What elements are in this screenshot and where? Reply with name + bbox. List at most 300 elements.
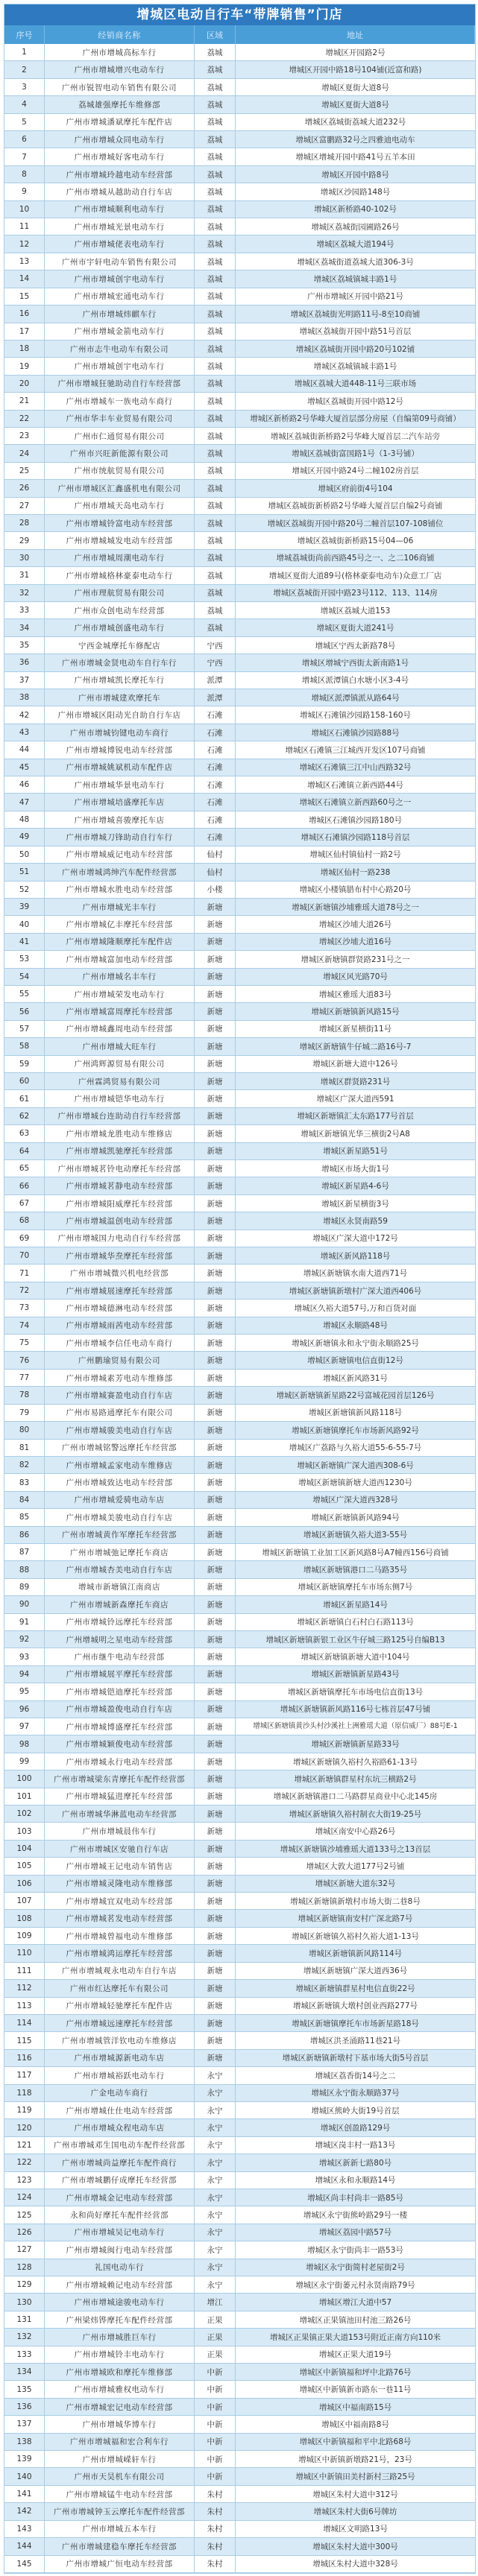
area: 新塘 — [195, 1509, 236, 1525]
row-index: 55 — [4, 986, 45, 1002]
table-row — [4, 741, 475, 759]
table-row — [4, 270, 475, 288]
table-row — [4, 1282, 475, 1300]
table-row — [4, 2119, 475, 2136]
address: 增城区新塘镇久裕村制衣大街19-25号 — [289, 1809, 422, 1819]
table-row — [4, 1160, 475, 1177]
address: 增城区新塘镇久裕大道3-55号 — [303, 1531, 408, 1540]
dealer-name: 广州市增城狂驰助动自行车经营部 — [45, 376, 195, 392]
dealer-name: 广州市增城区汇鑫盛机电有限公司 — [45, 480, 195, 496]
table-row — [4, 2416, 475, 2433]
table-row — [4, 235, 475, 253]
area: 仙村 — [195, 864, 236, 880]
address: 增城区石滩镇沙园路158-160号 — [300, 711, 411, 721]
row-index: 40 — [4, 916, 45, 932]
dealer-name: 广州市增城隆顺摩托车配件店 — [45, 934, 195, 950]
row-index: 67 — [4, 1195, 45, 1212]
dealer-name: 广州市增城顺利电动车行 — [45, 201, 195, 218]
row-index: 27 — [4, 498, 45, 514]
address: 增城区新塘镇新墩村市场大街二巷8号 — [290, 1896, 421, 1906]
table-row — [4, 2067, 475, 2084]
area: 新塘 — [195, 2032, 236, 2048]
address: 增城区洪圣涌路11巷21号 — [309, 2037, 401, 2046]
dealer-name: 广州市增城灵隆电动车维修部 — [45, 1876, 195, 1892]
dealer-name: 广州市增城富加电动车经营部 — [45, 951, 195, 967]
area: 石滩 — [195, 829, 236, 845]
row-index: 130 — [4, 2294, 45, 2310]
table-row — [4, 2189, 475, 2206]
area: 新塘 — [195, 1090, 236, 1107]
address: 增城区新塘镇摩托车市场新星路18号 — [292, 2019, 419, 2028]
table-row — [4, 1579, 475, 1596]
area: 永宁 — [195, 2224, 236, 2241]
row-index: 98 — [4, 1735, 45, 1752]
area: 新塘 — [195, 1910, 236, 1926]
address: 增城区新塘镇南安村广深北路7号 — [298, 1914, 413, 1924]
row-index: 1 — [4, 44, 45, 60]
dealer-name: 广州市增城途骏电动车行 — [45, 2294, 195, 2310]
area: 荔城 — [195, 201, 236, 218]
dealer-name: 广州市增城盈俊电动自行车店 — [45, 1701, 195, 1718]
table-row — [4, 1195, 475, 1212]
table-row — [4, 61, 475, 78]
address: 增城区尚丰村尚丰一路85号 — [307, 2193, 403, 2203]
address: 增城区广深大道中172号 — [312, 1234, 398, 1244]
area: 新塘 — [195, 899, 236, 915]
dealer-name: 广州市宇轩电动车销售有限公司 — [45, 253, 195, 270]
column-header-area: 区域 — [195, 25, 236, 44]
row-index: 50 — [4, 846, 45, 863]
table-row — [4, 899, 475, 916]
dealer-name: 广州市统航贸易有限公司 — [45, 463, 195, 479]
dealer-name: 广州市增城华淋蓝电动车经营部 — [45, 1806, 195, 1822]
area: 新塘 — [195, 1387, 236, 1403]
dealer-name: 广州市增城区安驰自行车店 — [45, 1841, 195, 1857]
area: 荔城 — [195, 619, 236, 636]
dealer-name: 广州市增城华焘摩托车经营部 — [45, 1247, 195, 1264]
address: 增城区新塘镇新墩村广深大道西406号 — [289, 1286, 422, 1296]
area: 新塘 — [195, 1683, 236, 1700]
dealer-name: 广州市增城尚益摩托车配件商行 — [45, 2154, 195, 2171]
address: 增城区中新镇新墩路21号，23号 — [298, 2455, 412, 2464]
dealer-name: 广州市增城好客电动车行 — [45, 148, 195, 165]
row-index: 122 — [4, 2154, 45, 2171]
area: 新塘 — [195, 1858, 236, 1874]
area: 荔城 — [195, 61, 236, 77]
row-index: 81 — [4, 1440, 45, 1456]
row-index: 123 — [4, 2172, 45, 2189]
dealer-name: 广州市增城远速摩托车经营部 — [45, 2015, 195, 2031]
area: 新塘 — [195, 1631, 236, 1648]
row-index: 126 — [4, 2224, 45, 2241]
dealer-name: 广州市增城福和宏合利车行 — [45, 2434, 195, 2450]
area: 新塘 — [195, 1735, 236, 1752]
area: 新塘 — [195, 1544, 236, 1560]
row-index: 140 — [4, 2468, 45, 2484]
dealer-name: 广州市增城铭警远摩托车经营部 — [45, 1440, 195, 1456]
table-row — [4, 2032, 475, 2049]
area: 永宁 — [195, 2154, 236, 2171]
row-index: 11 — [4, 218, 45, 235]
table-row — [4, 376, 475, 393]
table-body — [4, 44, 475, 2573]
area: 永宁 — [195, 2067, 236, 2083]
row-index: 144 — [4, 2538, 45, 2554]
area: 石滩 — [195, 706, 236, 723]
area: 新塘 — [195, 916, 236, 932]
dealer-name: 广州市增城刀锋助动自行车行 — [45, 829, 195, 845]
area: 石滩 — [195, 776, 236, 793]
address: 增城区新星横街11号 — [318, 1025, 392, 1034]
area: 新塘 — [195, 951, 236, 967]
row-index: 13 — [4, 253, 45, 270]
row-index: 108 — [4, 1910, 45, 1926]
table-row — [4, 1352, 475, 1369]
row-index: 54 — [4, 969, 45, 985]
row-index: 46 — [4, 776, 45, 793]
dealer-name: 广州市增城钧键电动车商行 — [45, 724, 195, 741]
table-row — [4, 1683, 475, 1700]
row-index: 41 — [4, 934, 45, 950]
row-index: 116 — [4, 2050, 45, 2066]
address: 增城区荔香街14号之二 — [315, 2071, 396, 2080]
row-index: 59 — [4, 1056, 45, 1072]
row-index: 102 — [4, 1806, 45, 1822]
dealer-table — [4, 4, 476, 2574]
dealer-name: 广州市增城曾福电动车维修部 — [45, 1928, 195, 1944]
area: 新塘 — [195, 1177, 236, 1194]
dealer-name: 广州市增城雅权电动车行 — [45, 2381, 195, 2397]
table-row — [4, 2346, 475, 2364]
area: 荔城 — [195, 96, 236, 113]
area: 新塘 — [195, 1701, 236, 1718]
dealer-name: 广州市增城王记电动车销售店 — [45, 1858, 195, 1874]
dealer-name: 广州市增城永行电动车经营部 — [45, 1753, 195, 1770]
table-row — [4, 201, 475, 218]
address: 增城区小楼镇腊布村中心路20号 — [299, 885, 412, 895]
address: 增城区正果镇正果大道153号附近正南方向110米 — [269, 2332, 441, 2342]
address: 增城区新塘镇水南大道西71号 — [303, 1269, 408, 1279]
row-index: 88 — [4, 1561, 45, 1577]
dealer-name: 广州市增城区阳动光自助自行车店 — [45, 706, 195, 723]
area: 新塘 — [195, 1125, 236, 1142]
row-index: 94 — [4, 1666, 45, 1683]
area: 中新 — [195, 2468, 236, 2484]
area: 荔城 — [195, 166, 236, 183]
row-index: 25 — [4, 463, 45, 479]
row-index: 90 — [4, 1596, 45, 1613]
address: 增城区新塘镇群贤路231号之一 — [301, 955, 410, 964]
address: 增城区新新七路80号 — [318, 2158, 392, 2168]
area: 新塘 — [195, 1230, 236, 1247]
area: 新塘 — [195, 1282, 236, 1299]
row-index: 7 — [4, 148, 45, 165]
area: 永宁 — [195, 2085, 236, 2101]
row-index: 21 — [4, 393, 45, 409]
dealer-name: 广州市增城铃富电动车经营部 — [45, 515, 195, 531]
area: 荔城 — [195, 183, 236, 200]
address: 增城区新塘镇久裕村久裕路61-13号 — [292, 1757, 418, 1767]
table-row — [4, 724, 475, 741]
row-index: 68 — [4, 1212, 45, 1229]
address: 增城区新塘镇新风路94号 — [311, 1513, 400, 1522]
dealer-name: 广州市增城天岛电动车行 — [45, 498, 195, 514]
area: 新塘 — [195, 1579, 236, 1595]
address: 增城区新星路4-6号 — [321, 1182, 389, 1192]
dealer-name: 广州市增城玲越电动车经营部 — [45, 166, 195, 183]
address: 增城区增城开园中路41号五羊本田 — [295, 153, 415, 162]
row-index: 125 — [4, 2206, 45, 2223]
dealer-name: 广州市增城台连助动自行车经营部 — [45, 1108, 195, 1124]
dealer-name: 广州市兴旺新能源有限公司 — [45, 445, 195, 461]
row-index: 45 — [4, 759, 45, 776]
area: 永宁 — [195, 2241, 236, 2258]
table-row — [4, 1998, 475, 2015]
row-index: 24 — [4, 445, 45, 461]
table-row — [4, 253, 475, 270]
address: 增城区岗丰村一路13号 — [315, 2141, 396, 2151]
dealer-name: 广州市志牛电动车有限公司 — [45, 341, 195, 357]
row-index: 74 — [4, 1317, 45, 1334]
dealer-name: 广州市增城茗静电动车经营部 — [45, 1177, 195, 1194]
address: 增城区新塘镇大墩村创业西路277号 — [292, 2001, 418, 2011]
area: 永宁 — [195, 2276, 236, 2293]
row-index: 34 — [4, 619, 45, 636]
table-row — [4, 2468, 475, 2485]
dealer-name: 广州市增城光景电动车行 — [45, 218, 195, 235]
area: 朱村 — [195, 2538, 236, 2554]
address: 增城区新塘镇汇太东路177号首层 — [297, 1112, 414, 1121]
address: 增城区中新镇福和坪中北路76号 — [299, 2367, 412, 2377]
dealer-name: 广州市增城富周摩托车经营部 — [45, 1003, 195, 1019]
dealer-name: 广州市增城车一族电动车商行 — [45, 393, 195, 409]
dealer-name: 广州市增城杏美电动自行车店 — [45, 1561, 195, 1577]
address: 增城区荔城大道153 — [320, 606, 391, 615]
address: 增城区新塘镇永和永宁街永顺路25号 — [292, 1338, 419, 1348]
address: 增城区荔城街新桥路15号04—06 — [297, 537, 414, 546]
address: 增城区新塘镇工业加工区新风路8号A7幢西156号商铺 — [262, 1548, 449, 1557]
address: 增城区石滩镇三江中山西路32号 — [299, 763, 412, 773]
table-row — [4, 829, 475, 846]
row-index: 135 — [4, 2381, 45, 2397]
area: 荔城 — [195, 114, 236, 130]
area: 荔城 — [195, 480, 236, 496]
table-row — [4, 1177, 475, 1194]
dealer-name: 广州市增城众同电动车行 — [45, 131, 195, 148]
row-index: 8 — [4, 166, 45, 183]
area: 新塘 — [195, 1788, 236, 1805]
address: 增城区新塘镇摩托车市场东侧7号 — [298, 1583, 413, 1592]
area: 永宁 — [195, 2172, 236, 2189]
area: 新塘 — [195, 1056, 236, 1072]
row-index: 119 — [4, 2102, 45, 2118]
address: 增城区荔城街园圃路26号 — [311, 222, 400, 232]
dealer-name: 广州市众创电动车经营部 — [45, 602, 195, 618]
area: 朱村 — [195, 2556, 236, 2572]
table-row — [4, 411, 475, 428]
row-index: 39 — [4, 899, 45, 915]
dealer-name: 广州市增城微兴机电经营部 — [45, 1265, 195, 1281]
dealer-name: 广州市理航贸易有限公司 — [45, 585, 195, 601]
table-row — [4, 166, 475, 183]
area: 中新 — [195, 2416, 236, 2432]
table-row — [4, 637, 475, 654]
area: 新塘 — [195, 1614, 236, 1630]
dealer-name: 广州市易路通摩托车有限公司 — [45, 1405, 195, 1421]
row-index: 92 — [4, 1631, 45, 1648]
area: 荔城 — [195, 148, 236, 165]
table-row — [4, 1753, 475, 1770]
table-row — [4, 2015, 475, 2032]
address: 增城区新塘镇新塘大道西1230号 — [298, 1478, 412, 1488]
table-row — [4, 1125, 475, 1142]
table-row — [4, 951, 475, 968]
row-index: 32 — [4, 585, 45, 601]
address: 增城区夏街大道8号 — [321, 100, 389, 110]
row-index: 107 — [4, 1893, 45, 1909]
row-index: 115 — [4, 2032, 45, 2048]
table-row — [4, 689, 475, 706]
row-index: 129 — [4, 2276, 45, 2293]
address: 增城区荔城街开园中路12号 — [307, 396, 403, 406]
dealer-name: 广州市增城猛进摩托车经营部 — [45, 1788, 195, 1805]
dealer-name: 广州市增城梁东青摩托车配件经营部 — [45, 1770, 195, 1787]
area: 新塘 — [195, 1945, 236, 1961]
area: 新塘 — [195, 1806, 236, 1822]
table-row — [4, 2311, 475, 2329]
table-row — [4, 1509, 475, 1526]
area: 永宁 — [195, 2137, 236, 2153]
dealer-name: 广州市增城金记电动车经营部 — [45, 2189, 195, 2206]
area: 石滩 — [195, 794, 236, 810]
address: 增城区永宁街永顺路37号 — [311, 2089, 400, 2098]
table-row — [4, 1806, 475, 1823]
row-index: 106 — [4, 1876, 45, 1892]
dealer-name: 广州市增城黄作军摩托车经营部 — [45, 1527, 195, 1543]
row-index: 36 — [4, 654, 45, 671]
row-index: 43 — [4, 724, 45, 741]
dealer-name: 广州市华丰车业贸易有限公司 — [45, 411, 195, 427]
table-row — [4, 672, 475, 689]
area: 宁西 — [195, 637, 236, 654]
address: 增城区荔城大道194号 — [316, 240, 394, 250]
address: 增城区新塘镇光华三横街2号A8 — [301, 1129, 410, 1139]
table-row — [4, 1823, 475, 1840]
address: 增城区沙埔大道26号 — [318, 920, 392, 930]
row-index: 62 — [4, 1108, 45, 1124]
address: 增城区荔城街开园中路20号二幢首层107-108铺位 — [267, 519, 444, 528]
area: 新塘 — [195, 969, 236, 985]
table-title: 增城区电动自行车“带牌销售”门店 — [4, 4, 475, 25]
address: 增城区新塘镇新风路116号七栋首层47号铺 — [280, 1705, 431, 1715]
area: 正果 — [195, 2329, 236, 2345]
table-row — [4, 2538, 475, 2555]
dealer-name: 广州市增城大旺车行 — [45, 1038, 195, 1054]
row-index: 49 — [4, 829, 45, 845]
table-row — [4, 2259, 475, 2276]
dealer-name: 广州市增城名丰车行 — [45, 969, 195, 985]
dealer-name: 广州市增城闽行电动车经营部 — [45, 2241, 195, 2258]
area: 石滩 — [195, 759, 236, 776]
table-row — [4, 480, 475, 497]
area: 新塘 — [195, 1143, 236, 1159]
row-index: 120 — [4, 2119, 45, 2136]
row-index: 18 — [4, 341, 45, 357]
address: 增城区新塘镇港口二马路群星商业中心北145房 — [273, 1792, 438, 1802]
table-row — [4, 323, 475, 341]
row-index: 12 — [4, 235, 45, 252]
area: 永宁 — [195, 2119, 236, 2136]
dealer-name: 广州市增城增兴电动车行 — [45, 61, 195, 77]
dealer-name: 广州市红达摩托车有限公司 — [45, 1980, 195, 1996]
area: 荔城 — [195, 44, 236, 60]
table-row — [4, 532, 475, 549]
dealer-name: 广州市增城华博车行 — [45, 2416, 195, 2432]
row-index: 38 — [4, 689, 45, 706]
address: 增城区新星横街3号 — [321, 1199, 389, 1209]
area: 新塘 — [195, 1893, 236, 1909]
address: 增城区荔城大道448-11号三联市场 — [294, 379, 417, 389]
area: 新塘 — [195, 1963, 236, 1979]
table-row — [4, 1770, 475, 1788]
area: 正果 — [195, 2311, 236, 2328]
table-row — [4, 882, 475, 899]
address: 增城区朱村大道中312号 — [312, 2490, 398, 2499]
table-row — [4, 1596, 475, 1613]
address: 增城区荔城镇城丰路1号 — [313, 362, 397, 372]
area: 荔城 — [195, 445, 236, 461]
row-index: 127 — [4, 2241, 45, 2258]
table-row — [4, 2451, 475, 2468]
dealer-name: 广州市增城鑫周电动车经营部 — [45, 1021, 195, 1037]
table-row — [4, 706, 475, 724]
address: 增城区新塘镇新银工业区牛仔城三路125号自编B13 — [265, 1635, 445, 1645]
table-row — [4, 864, 475, 881]
address: 增城区中新镇新市路东一巷11号 — [299, 2385, 412, 2395]
table-row — [4, 2241, 475, 2259]
address: 增城区石滩镇沙园路118号首层 — [301, 832, 410, 842]
table-row — [4, 2503, 475, 2520]
table-row — [4, 2434, 475, 2451]
dealer-name: 广州市增城格林豪泰电动车行 — [45, 567, 195, 583]
row-index: 73 — [4, 1300, 45, 1316]
address: 增城区增城宁西街太新南路1号 — [301, 658, 409, 668]
dealer-name: 广州市增城鹏仔成摩托车经营部 — [45, 2172, 195, 2189]
area: 新塘 — [195, 1003, 236, 1019]
area: 新塘 — [195, 1492, 236, 1508]
dealer-name: 广州市增城裕跃电动车行 — [45, 2067, 195, 2083]
address: 增城区开园路2号 — [325, 48, 386, 57]
dealer-name: 广州鹏瑜贸易有限公司 — [45, 1352, 195, 1368]
table-row — [4, 916, 475, 933]
table-row — [4, 1387, 475, 1404]
address: 增城区增江大道中57 — [318, 2298, 392, 2308]
table-row — [4, 585, 475, 602]
area: 新塘 — [195, 1666, 236, 1683]
table-row — [4, 1038, 475, 1055]
area: 新塘 — [195, 1422, 236, 1438]
dealer-name: 广州市增城高标车行 — [45, 44, 195, 60]
address: 增城区新塘镇新风路15号 — [311, 1007, 400, 1017]
row-index: 26 — [4, 480, 45, 496]
address: 增城区新塘镇白石村白石路113号 — [297, 1618, 414, 1627]
dealer-name: 广州市增城铃远摩托车经营部 — [45, 1614, 195, 1630]
table-row — [4, 1928, 475, 1945]
area: 新塘 — [195, 1648, 236, 1665]
row-index: 66 — [4, 1177, 45, 1194]
address: 增城区荔城街开园中路23号112、113、114房 — [273, 589, 438, 598]
address: 增城区新塘镇沙埔雅瑶大道78号之一 — [292, 902, 419, 912]
